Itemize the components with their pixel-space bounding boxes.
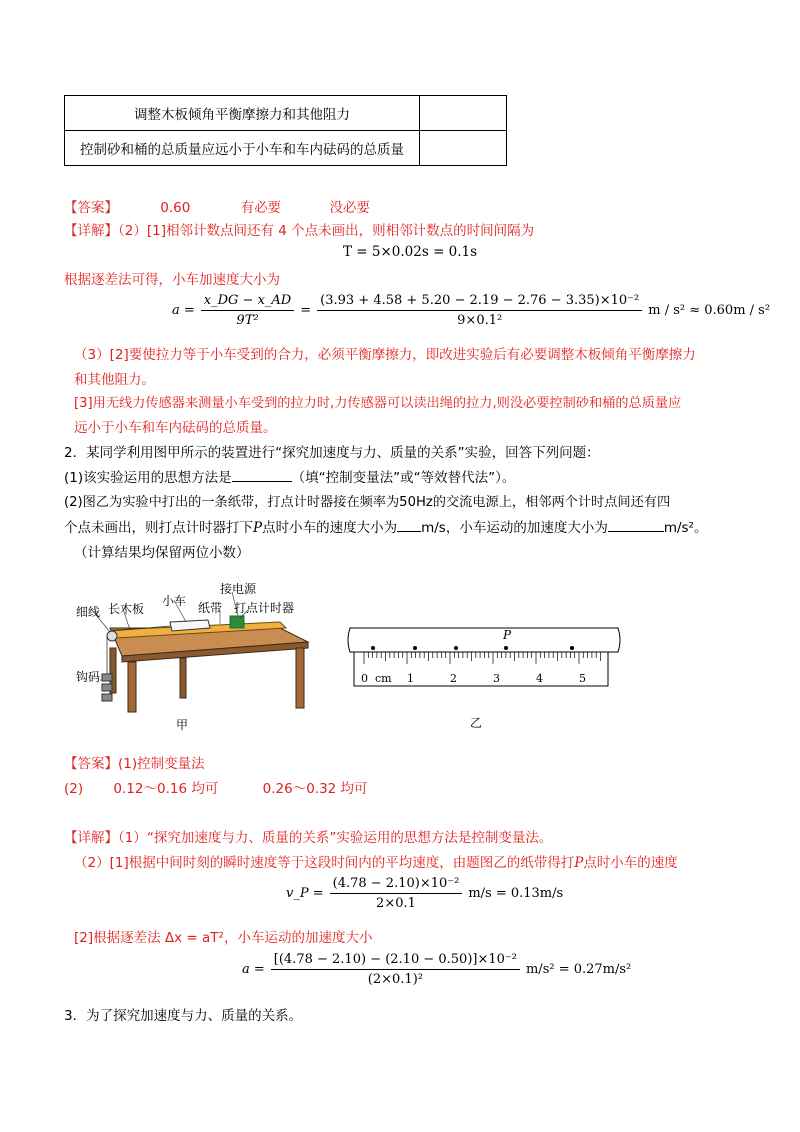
weight xyxy=(102,674,112,681)
fraction: $\frac{\text{(4.78 − 2.10)×10⁻²}}{2\times 0.1}$ xyxy=(330,876,463,911)
fig-label: 细线 xyxy=(76,605,101,619)
timer xyxy=(230,616,244,628)
q2-part1: (1)该实验运用的思想方法是 （填“控制变量法”或“等效替代法”）。 xyxy=(64,470,516,486)
fraction: $\frac{x\_DG - x\_AD}{\text{9T²}}$ xyxy=(201,293,294,328)
detail-label: 【详解】 xyxy=(64,830,118,846)
fraction: $\frac{\text{[(4.78 − 2.10) − (2.10 − 0.50)]×10⁻²}}{\text{(2×0.1)²}}$ xyxy=(271,952,520,987)
fig-label: 打点计时器 xyxy=(234,601,295,615)
table-cell-text: 调整木板倾角平衡摩擦力和其他阻力 xyxy=(65,96,420,131)
q1-answer-line xyxy=(64,196,370,216)
table-cell-mark xyxy=(420,131,507,166)
ruler-tick-label: 2 xyxy=(450,672,457,685)
answer-value: 0.60 xyxy=(160,200,191,216)
q2-eq-a: a = $\frac{\text{[(4.78 − 2.10) − (2.10 − 0.50)]×10⁻²}}{\text{(2×0.1)²}}$ m/s² = 0.27m/s² xyxy=(242,952,632,987)
table-cell-text: 控制砂和桶的总质量应远小于小车和车内砝码的总质量 xyxy=(65,131,420,166)
q1-eq-T: T = 5×0.02s = 0.1s xyxy=(343,244,478,260)
fig-label: 纸带 xyxy=(198,601,223,615)
q2-eq-v: v_P = $\frac{\text{(4.78 − 2.10)×10⁻²}}{2\times 0.1}$ m/s = 0.13m/s xyxy=(286,876,564,911)
ruler-tick-label: 4 xyxy=(536,672,543,685)
detail-label: 【详解】 xyxy=(64,223,118,239)
answer-label: 【答案】 xyxy=(64,756,118,772)
q2-answer-line xyxy=(64,752,205,772)
pulley xyxy=(107,631,117,641)
q2-part2b: 个点未画出，则打点计时器打下P点时小车的速度大小为 m/s，小车运动的加速度大小为 m/s²。 xyxy=(64,520,708,536)
fig-label: 小车 xyxy=(162,594,187,608)
ruler xyxy=(354,652,608,686)
table-cell-mark xyxy=(420,96,507,131)
q1-detail-4a: [3]用无线力传感器来测量小车受到的拉力时,力传感器可以读出绳的拉力,则没必要控制砂和桶的总质量应 xyxy=(74,396,682,411)
q2-part2a: (2)图乙为实验中打出的一条纸带，打点计时器接在频率为50Hz的交流电源上，相邻两个计时点间还有四 xyxy=(64,495,671,510)
ruler-tick-label: 5 xyxy=(579,672,586,685)
answer-value: 0.26～0.32 均可 xyxy=(262,781,368,797)
q2-detail-2: （2）[1]根据中间时刻的瞬时速度等于这段时间内的平均速度，由题图乙的纸带得打P点时小车的速度 xyxy=(74,855,678,871)
q2-detail-1: 【详解】（1）“探究加速度与力、质量的关系”实验运用的思想方法是控制变量法。 xyxy=(64,830,553,846)
q1-detail-4b: 远小于小车和车内砝码的总质量。 xyxy=(74,420,277,436)
answer-blank xyxy=(397,531,421,532)
q1-detail-3b: 和其他阻力。 xyxy=(74,372,155,388)
q2-note: （计算结果均保留两位小数） xyxy=(74,545,250,561)
ruler-tick-label: 3 xyxy=(493,672,500,685)
table-row xyxy=(65,96,507,131)
answer-value: 没必要 xyxy=(329,200,370,216)
table-row xyxy=(65,131,507,166)
answer-value: 0.12～0.16 均可 xyxy=(113,781,219,797)
fig-label: 钩码 xyxy=(76,670,101,684)
fig-caption: 乙 xyxy=(470,716,483,730)
tape-label-P: P xyxy=(503,628,512,642)
tape-dot xyxy=(413,646,417,650)
answer-value: 有必要 xyxy=(240,200,282,216)
tape-dot xyxy=(504,646,508,650)
check-table xyxy=(64,95,507,166)
fig-label: 长木板 xyxy=(108,602,145,616)
q1-detail-2: 根据逐差法可得，小车加速度大小为 xyxy=(64,272,280,288)
q3-stem: 3．为了探究加速度与力、质量的关系。 xyxy=(64,1008,303,1024)
tape-dot xyxy=(371,646,375,650)
tape-dot xyxy=(454,646,458,650)
fig-caption: 甲 xyxy=(176,718,189,732)
answer-blank xyxy=(232,481,292,482)
q2-detail-3: [2]根据逐差法 Δx = aT²，小车运动的加速度大小 xyxy=(74,930,373,946)
fraction: $\frac{\text{(3.93 + 4.58 + 5.20 − 2.19 − 2.76 − 3.35)×10⁻²}}{\text{9×0.1²}}$ xyxy=(317,293,642,328)
answer-value: (1)控制变量法 xyxy=(118,756,205,772)
fig-label: 接电源 xyxy=(220,582,257,596)
answer-blank xyxy=(608,531,664,532)
ruler-tick-label: 1 xyxy=(407,672,414,685)
q1-eq-a: a = $\frac{x\_DG - x\_AD}{\text{9T²}}$ = $\frac{\text{(3.93 + 4.58 + 5.20 − 2.19 − 2.76 − 3.35)×10⁻²}}{\text{9×0.1²}}$ m / s² ≈ 0.60m / s² xyxy=(172,293,771,328)
tape-dot xyxy=(570,646,574,650)
paper-tape xyxy=(348,628,620,652)
answer-label: 【答案】 xyxy=(64,200,118,216)
q1-detail-1: 【详解】（2）[1]相邻计数点间还有 4 个点未画出，则相邻计数点的时间间隔为 xyxy=(64,223,535,239)
q2-answer-line-2: (2) 0.12～0.16 均可 0.26～0.32 均可 xyxy=(64,781,368,797)
table-leg xyxy=(128,662,136,712)
q1-detail-3a: （3）[2]要使拉力等于小车受到的合力，必须平衡摩擦力，即改进实验后有必要调整木板倾角平衡摩擦力 xyxy=(74,347,696,363)
ruler-tick-label: 0 xyxy=(361,672,368,685)
ruler-unit: cm xyxy=(375,672,392,685)
table-leg xyxy=(296,648,304,708)
q2-stem: 2．某同学利用图甲所示的装置进行“探究加速度与力、质量的关系”实验，回答下列问题： xyxy=(64,445,600,461)
